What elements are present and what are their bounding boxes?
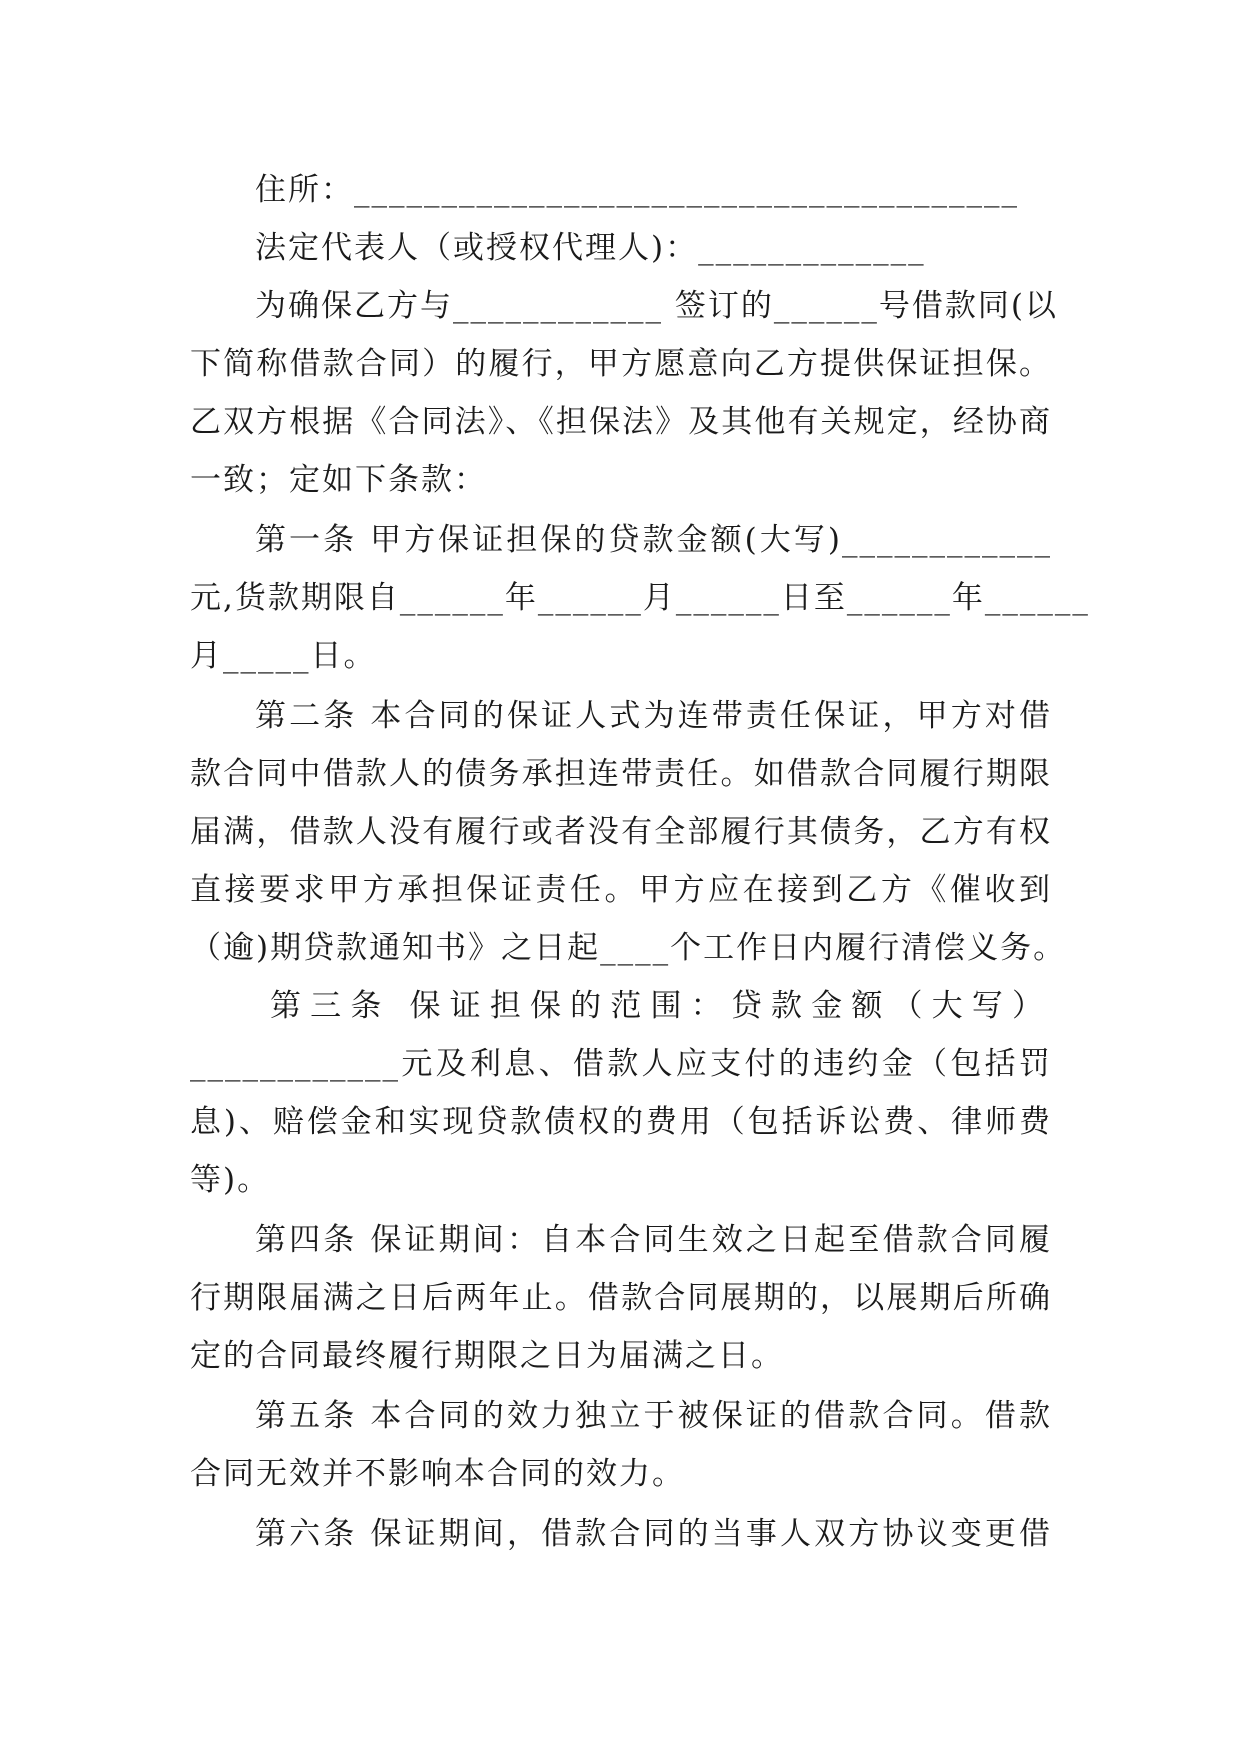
- article-1-line-2: 元,货款期限自______年______月______日至______年______: [190, 580, 1090, 616]
- article-1-line-1: 第一条 甲方保证担保的贷款金额(大写)____________: [255, 522, 1052, 558]
- article-3-line-2: ____________元及利息、借款人应支付的违约金（包括罚: [190, 1046, 1052, 1082]
- preamble-line-1: 为确保乙方与____________ 签订的______号借款同(以: [255, 288, 1058, 324]
- article-2-line-3: 届满，借款人没有履行或者没有全部履行其债务，乙方有权: [190, 814, 1052, 850]
- preamble-line-3: 乙双方根据《合同法》、《担保法》及其他有关规定，经协商: [190, 404, 1052, 440]
- article-5-line-1: 第五条 本合同的效力独立于被保证的借款合同。借款: [255, 1398, 1052, 1434]
- legal-representative-line: 法定代表人（或授权代理人)：_____________: [255, 230, 926, 266]
- address-line: 住所：______________________________________: [255, 172, 1019, 208]
- article-4-line-3: 定的合同最终履行期限之日为届满之日。: [190, 1338, 784, 1374]
- article-3-line-1: 第三条 保证担保的范围：贷款金额（大写）: [270, 988, 1052, 1024]
- article-2-line-4: 直接要求甲方承担保证责任。甲方应在接到乙方《催收到: [190, 872, 1052, 908]
- article-2-line-1: 第二条 本合同的保证人式为连带责任保证，甲方对借: [255, 698, 1052, 734]
- article-2-line-2: 款合同中借款人的债务承担连带责任。如借款合同履行期限: [190, 756, 1052, 792]
- preamble-line-2: 下简称借款合同）的履行，甲方愿意向乙方提供保证担保。: [190, 346, 1052, 382]
- article-6-line-1: 第六条 保证期间，借款合同的当事人双方协议变更借: [255, 1516, 1052, 1552]
- article-4-line-1: 第四条 保证期间：自本合同生效之日起至借款合同履: [255, 1222, 1052, 1258]
- article-4-line-2: 行期限届满之日后两年止。借款合同展期的，以展期后所确: [190, 1280, 1052, 1316]
- preamble-line-4: 一致；定如下条款：: [190, 462, 487, 498]
- article-3-line-3: 息)、赔偿金和实现贷款债权的费用（包括诉讼费、律师费: [190, 1104, 1052, 1140]
- article-1-line-3: 月_____日。: [190, 638, 377, 674]
- article-3-line-4: 等)。: [190, 1162, 271, 1198]
- article-5-line-2: 合同无效并不影响本合同的效力。: [190, 1456, 685, 1492]
- article-2-line-5: （逾)期贷款通知书》之日起____个工作日内履行清偿义务。: [190, 930, 1067, 966]
